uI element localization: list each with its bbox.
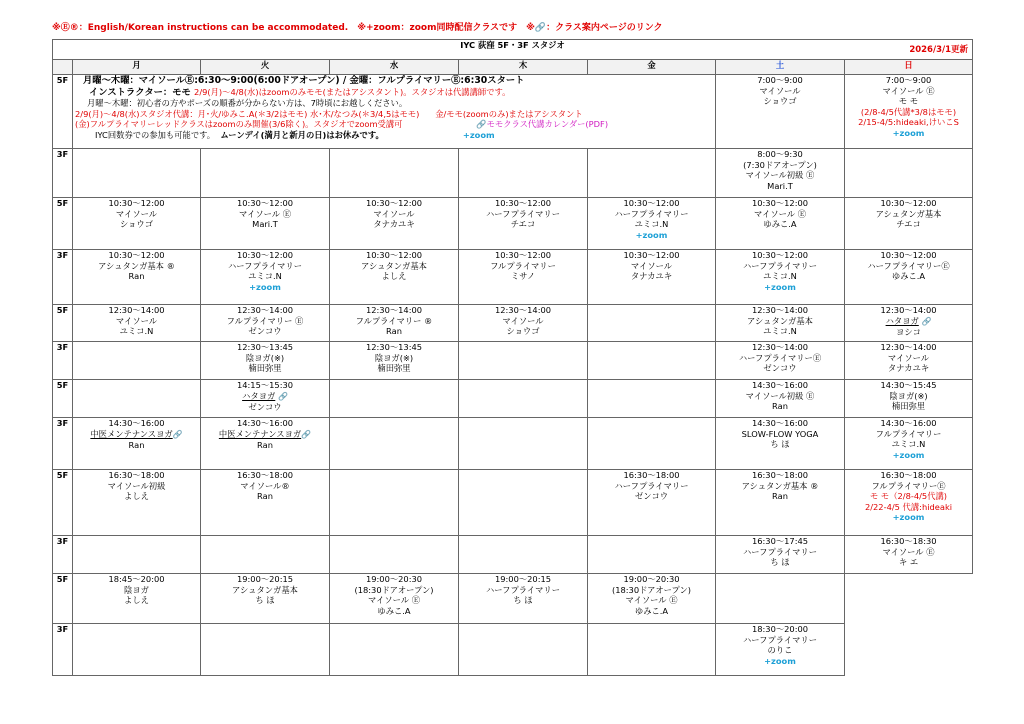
class-name: ハーフプライマリーⒺ: [738, 352, 822, 363]
class-cell: [716, 305, 845, 342]
zoom-tag: +zoom: [892, 449, 925, 460]
class-time: 18:30～20:00: [751, 624, 809, 634]
class-name: SLOW-FLOW YOGA: [741, 428, 819, 439]
class-cell: [73, 305, 201, 342]
class-time: 12:30～13:45: [365, 342, 423, 352]
class-name: アシュタンガ基本: [361, 260, 427, 271]
class-teacher: Ran: [772, 491, 788, 502]
empty-cell: [845, 574, 973, 624]
day-fri: 金: [588, 60, 716, 75]
empty-cell: [330, 470, 459, 536]
floor-label: 3F: [53, 418, 73, 470]
class-teacher: Mari.T: [252, 219, 278, 230]
class-cell: [73, 198, 201, 250]
class-name: マイソール®: [240, 480, 290, 491]
day-wed: 水: [330, 60, 459, 75]
class-cell: [201, 250, 330, 305]
class-teacher: チエコ: [896, 219, 921, 230]
class-time: 18:45～20:00: [108, 574, 165, 584]
class-name: ハーフプライマリー: [227, 260, 302, 271]
class-name: マイソール初級 Ⓔ: [745, 390, 815, 401]
zoom-tag: +zoom: [892, 512, 925, 523]
class-name: ハーフプライマリー: [742, 260, 817, 271]
empty-cell: [588, 536, 716, 574]
class-time: 12:30～14:00: [494, 305, 552, 315]
info-moonday-note: ムーンデイ(満月と新月の日)はお休みです。: [220, 129, 384, 140]
info-ticket-note: IYC回数券での参加も可能です。: [95, 129, 216, 140]
empty-cell: [73, 149, 201, 198]
class-cell: [716, 342, 845, 380]
class-time: 12:30～14:00: [108, 305, 165, 315]
class-teacher: ミサノ: [510, 271, 536, 282]
day-tue: 火: [201, 60, 330, 75]
class-teacher: よしえ: [381, 271, 407, 282]
row-1830-3f: [53, 624, 973, 676]
class-teacher: Ran: [772, 401, 788, 412]
class-name: マイソール: [759, 85, 801, 96]
class-cell: [330, 342, 459, 380]
info-instructor-label: インストラクター：モモ: [89, 86, 195, 98]
class-time: 14:15～15:30: [236, 380, 294, 390]
class-name: フルプライマリー ®: [355, 315, 433, 326]
class-time: 14:30～16:00: [236, 418, 294, 428]
class-name: マイソール初級: [107, 480, 166, 491]
class-teacher: ゆみこ.A: [634, 605, 669, 616]
floor-label: 5F: [53, 198, 73, 250]
class-cell: [588, 250, 716, 305]
class-time: 16:30～18:00: [108, 470, 165, 480]
empty-cell: [330, 149, 459, 198]
empty-cell: [330, 624, 459, 676]
zoom-tag: +zoom: [462, 129, 495, 140]
corner-cell: [53, 60, 73, 75]
row-1230-5f: [53, 305, 973, 342]
empty-cell: [459, 342, 588, 380]
class-note: 2/22-4/5 代講:hideaki: [864, 501, 953, 512]
class-teacher: 楠田弥里: [377, 363, 411, 374]
class-teacher: ユミコ.N: [248, 271, 282, 282]
zoom-tag: +zoom: [764, 281, 796, 292]
class-teacher: 楠田弥里: [248, 363, 282, 374]
class-teacher: Ran: [128, 440, 145, 451]
day-mon: 月: [73, 60, 201, 75]
class-time: 14:30～15:45: [880, 380, 937, 390]
class-cell-sat-0800: [716, 149, 845, 198]
class-teacher: ユミコ.N: [763, 271, 797, 282]
class-time: 10:30～12:00: [623, 198, 680, 208]
class-name: 陰ヨガ(※): [889, 390, 928, 401]
schedule-table: [52, 39, 973, 676]
class-name: アシュタンガ基本: [747, 315, 813, 326]
class-time: 10:30～12:00: [880, 198, 937, 208]
class-time: 12:30～14:00: [751, 305, 809, 315]
class-name: ハーフプライマリー: [485, 584, 560, 595]
floor-label: 5F: [53, 380, 73, 418]
link-icon: 🔗: [277, 391, 288, 401]
zoom-tag: +zoom: [764, 655, 796, 666]
class-cell: [73, 418, 201, 470]
class-time: 10:30～12:00: [365, 198, 423, 208]
empty-cell: [459, 418, 588, 470]
empty-cell: [73, 624, 201, 676]
class-time: 10:30～12:00: [236, 198, 294, 208]
class-link[interactable]: ハタヨガ: [885, 315, 919, 326]
class-time: 7:00～9:00: [757, 75, 803, 85]
row-1030-3f: [53, 250, 973, 305]
class-time: 12:30～14:00: [365, 305, 423, 315]
class-time: 12:30～14:00: [880, 305, 937, 315]
class-name: ハーフプライマリー: [742, 546, 817, 557]
class-time: 10:30～12:00: [494, 250, 552, 260]
day-thu: 木: [459, 60, 588, 75]
empty-cell: [588, 149, 716, 198]
zoom-tag: +zoom: [249, 281, 281, 292]
row-1630-5f: [53, 470, 973, 536]
class-cell: [73, 470, 201, 536]
class-name: マイソール初級 Ⓔ: [745, 170, 815, 181]
empty-cell: [459, 149, 588, 198]
floor-label: 3F: [53, 250, 73, 305]
floor-label: 3F: [53, 624, 73, 676]
class-cell: [845, 305, 973, 342]
class-time: 16:30～18:00: [236, 470, 294, 480]
class-time: 19:00～20:15: [236, 574, 294, 584]
class-name: マイソール: [887, 352, 930, 363]
class-name: ハーフプライマリー: [485, 208, 560, 219]
class-time: 10:30～12:00: [108, 198, 165, 208]
row-1430-3f: [53, 418, 973, 470]
class-name: フルプライマリー: [875, 428, 942, 439]
class-cell-sat-early: [716, 75, 845, 149]
door-open-note: (7:30ドアオープン): [743, 159, 817, 170]
class-cell: [459, 305, 588, 342]
class-teacher: ショウゴ: [506, 326, 540, 337]
row-0800-3f: [53, 149, 973, 198]
class-cell: [201, 574, 330, 624]
class-time: 10:30～12:00: [623, 250, 680, 260]
info-line1: 月曜～木曜：マイソールⒺ:6:30～9:00(6:00ドアオープン) / 金曜：フルプライマリーⒺ:6:30スタート: [83, 75, 525, 86]
class-teacher: ゼンコウ: [634, 491, 669, 502]
class-time: 10:30～12:00: [108, 250, 165, 260]
class-cell: [459, 250, 588, 305]
empty-cell: [588, 305, 716, 342]
row-early-5f: [53, 75, 973, 149]
top-note: ※Ⓔ®：English/Korean instructions can be accommodated. ※+zoom：zoom同時配信クラスです ※🔗：クラス案内ページのリンク: [52, 23, 663, 33]
class-cell-sun-early: [845, 75, 973, 149]
class-time: 12:30～14:00: [880, 342, 937, 352]
class-note: 2/15-4/5:hideaki,けいこS: [858, 117, 959, 128]
class-teacher: ゼンコウ: [763, 363, 797, 374]
class-name: マイソール: [115, 208, 158, 219]
empty-cell: [73, 342, 201, 380]
floor-label: 5F: [53, 75, 73, 149]
class-teacher: モ モ（2/8-4/5代講): [869, 491, 948, 502]
page-title: IYC 荻窪 5F・3F スタジオ: [460, 40, 565, 50]
class-time: 14:30～16:00: [880, 418, 937, 428]
info-instructor-note: 2/9(月)～4/8(水)はzoomのみモモ(またはアシスタント)。スタジオは代講講師です。: [194, 86, 511, 97]
empty-cell: [73, 536, 201, 574]
door-open-note: (18:30ドアオープン): [354, 584, 434, 595]
zoom-tag: +zoom: [892, 127, 925, 138]
class-name: マイソール Ⓔ: [367, 595, 421, 606]
empty-cell: [330, 380, 459, 418]
class-teacher: よしえ: [124, 491, 149, 502]
empty-cell: [201, 149, 330, 198]
class-teacher: Ran: [128, 271, 145, 282]
empty-cell: [73, 380, 201, 418]
zoom-tag: +zoom: [635, 229, 668, 240]
class-time: 16:30～18:00: [751, 470, 809, 480]
morning-info-block: [73, 75, 716, 149]
class-teacher: ユミコ.N: [634, 219, 669, 230]
class-cell: [330, 198, 459, 250]
class-cell: [201, 470, 330, 536]
class-teacher: 楠田弥里: [891, 401, 926, 412]
class-cell: [716, 250, 845, 305]
class-cell: [845, 198, 973, 250]
class-teacher: よしえ: [124, 595, 149, 606]
updated-date: 2026/3/1更新: [909, 45, 969, 55]
row-1230-3f: [53, 342, 973, 380]
class-teacher: ち ほ: [770, 439, 790, 450]
class-cell: [588, 470, 716, 536]
class-time: 19:00～20:30: [365, 574, 423, 584]
class-time: 16:30～18:00: [880, 470, 937, 480]
class-name: マイソール: [630, 260, 673, 271]
class-time: 19:00～20:30: [623, 574, 680, 584]
class-name: フルプライマリーⒺ: [871, 480, 946, 491]
class-time: 10:30～12:00: [751, 198, 809, 208]
info-sub-schedule: 2/9(月)～4/8(水)スタジオ代講：月･火/ゆみこ.A(＊3/2はモモ) 水･木/なつみ(＊3/4,5はモモ): [75, 108, 420, 119]
empty-cell: [588, 418, 716, 470]
class-name: フルプライマリー: [490, 260, 556, 271]
link-icon: 🔗: [172, 429, 183, 439]
class-cell: [73, 574, 201, 624]
class-cell: [845, 342, 973, 380]
class-cell: [716, 624, 845, 676]
class-time: 10:30～12:00: [365, 250, 423, 260]
class-name: アシュタンガ基本: [875, 208, 942, 219]
day-header-row: [53, 60, 973, 75]
class-name: マイソール: [502, 315, 544, 326]
empty-cell: [459, 380, 588, 418]
class-name: ハーフプライマリー: [742, 634, 817, 645]
class-cell: [588, 574, 716, 624]
class-teacher: ゼンコウ: [248, 326, 282, 337]
class-note: (2/8-4/5代講*3/8はモモ): [860, 106, 957, 117]
class-name: ハーフプライマリー: [614, 208, 689, 219]
class-teacher: ヨシコ: [896, 327, 921, 338]
class-time: 16:30～18:00: [623, 470, 680, 480]
class-teacher: ゆみこ.A: [377, 605, 411, 616]
empty-cell: [716, 574, 845, 624]
class-time: 12:30～14:00: [751, 342, 809, 352]
class-name: アシュタンガ基本 ®: [741, 480, 819, 491]
class-teacher: チエコ: [510, 219, 536, 230]
class-name: マイソール Ⓔ: [882, 85, 935, 96]
class-cell: [201, 342, 330, 380]
class-link[interactable]: 中医メンテナンスヨガ: [218, 428, 302, 439]
row-1630-3f: [53, 536, 973, 574]
class-cell: [459, 574, 588, 624]
class-time: 14:30～16:00: [751, 418, 809, 428]
class-name: フルプライマリー Ⓔ: [226, 315, 304, 326]
class-cell: [330, 574, 459, 624]
class-name: 陰ヨガ: [124, 584, 149, 595]
class-cell: [716, 380, 845, 418]
info-friday-sub: 金/モモ(zoomのみ)またはアシスタント: [435, 108, 583, 119]
empty-cell: [459, 470, 588, 536]
class-cell: [201, 305, 330, 342]
link-icon: 🔗: [301, 429, 312, 439]
class-name: 陰ヨガ(※): [374, 352, 414, 363]
door-open-note: (18:30ドアオープン): [611, 584, 692, 595]
class-name: マイソール Ⓔ: [753, 208, 807, 219]
momo-sub-calendar-link[interactable]: 🔗モモクラス代講カレンダー(PDF): [476, 119, 609, 130]
floor-label: 5F: [53, 305, 73, 342]
class-teacher: キ エ: [898, 557, 919, 568]
row-1845-5f: [53, 574, 973, 624]
class-time: 16:30～18:30: [880, 536, 937, 546]
class-teacher: ゆみこ.A: [763, 219, 797, 230]
class-teacher: ユミコ.N: [763, 326, 797, 337]
empty-cell: [459, 536, 588, 574]
class-cell: [845, 536, 973, 574]
class-cell: [716, 198, 845, 250]
empty-cell: [201, 536, 330, 574]
class-name: ハーフプライマリー: [614, 480, 689, 491]
class-name: アシュタンガ基本: [232, 584, 298, 595]
day-sun: 日: [845, 60, 973, 75]
info-red-class-note: (金)フルプライマリーレッドクラスはzoomのみ開催(3/6除く)。スタジオでzoom受講可: [75, 119, 403, 130]
title-row: [53, 40, 973, 60]
row-1030-5f: [53, 198, 973, 250]
class-name: マイソール Ⓔ: [882, 546, 935, 557]
empty-cell: [459, 624, 588, 676]
class-name: マイソール: [373, 208, 415, 219]
class-teacher: ユミコ.N: [891, 439, 926, 450]
class-teacher: タナカユキ: [373, 219, 415, 230]
day-sat: 土: [716, 60, 845, 75]
class-time: 14:30～16:00: [751, 380, 809, 390]
class-time: 16:30～17:45: [751, 536, 809, 546]
empty-cell: [588, 342, 716, 380]
floor-label: 3F: [53, 342, 73, 380]
class-time: 14:30～16:00: [108, 418, 165, 428]
class-name: アシュタンガ基本 ®: [98, 260, 175, 271]
class-cell: [330, 305, 459, 342]
floor-label: 5F: [53, 470, 73, 536]
class-time: 19:00～20:15: [494, 574, 552, 584]
class-name: ハーフプライマリーⒺ: [867, 260, 950, 271]
class-name: 陰ヨガ(※): [245, 352, 285, 363]
class-link[interactable]: 中医メンテナンスヨガ: [90, 428, 173, 439]
class-teacher: ち ほ: [255, 595, 275, 606]
class-name: マイソール Ⓔ: [238, 208, 292, 219]
class-teacher: ショウゴ: [763, 96, 797, 107]
class-time: 12:30～14:00: [236, 305, 294, 315]
link-icon: 🔗: [921, 316, 932, 326]
class-name: マイソール: [115, 315, 158, 326]
class-teacher: Ran: [257, 491, 273, 502]
class-teacher: Ran: [257, 440, 273, 451]
empty-cell: [845, 624, 973, 676]
class-cell: [73, 250, 201, 305]
floor-label: 3F: [53, 536, 73, 574]
info-line3: 月曜～木曜：初心者の方やポーズの順番が分からない方は、7時頃にお越しください。: [87, 98, 408, 109]
class-teacher: ユミコ.N: [119, 326, 154, 337]
class-cell: [845, 380, 973, 418]
empty-cell: [588, 380, 716, 418]
class-cell: [459, 198, 588, 250]
class-teacher: モ モ: [898, 96, 919, 107]
class-time: 10:30～12:00: [236, 250, 294, 260]
class-teacher: タナカユキ: [630, 271, 673, 282]
class-cell: [201, 380, 330, 418]
class-cell: [845, 418, 973, 470]
empty-cell: [845, 149, 973, 198]
class-cell: [845, 470, 973, 536]
floor-label: 3F: [53, 149, 73, 198]
class-teacher: Ran: [386, 326, 402, 337]
class-teacher: タナカユキ: [887, 363, 930, 374]
empty-cell: [201, 624, 330, 676]
class-cell: [716, 536, 845, 574]
class-teacher: ち ほ: [770, 557, 790, 568]
class-link[interactable]: ハタヨガ: [242, 390, 276, 401]
class-time: 10:30～12:00: [494, 198, 552, 208]
class-cell: [201, 198, 330, 250]
class-teacher: Mari.T: [767, 180, 793, 191]
class-time: 10:30～12:00: [751, 250, 809, 260]
class-teacher: ち ほ: [513, 595, 533, 606]
class-cell: [588, 198, 716, 250]
class-time: 12:30～13:45: [236, 342, 294, 352]
class-cell: [716, 418, 845, 470]
class-cell: [201, 418, 330, 470]
class-cell: [330, 250, 459, 305]
class-cell: [845, 250, 973, 305]
class-teacher: ゆみこ.A: [891, 271, 926, 282]
class-teacher: のりこ: [767, 645, 793, 656]
empty-cell: [588, 624, 716, 676]
class-teacher: ショウゴ: [119, 219, 154, 230]
empty-cell: [330, 418, 459, 470]
class-time: 8:00～9:30: [757, 149, 803, 159]
class-cell: [716, 470, 845, 536]
floor-label: 5F: [53, 574, 73, 624]
row-1415-5f: [53, 380, 973, 418]
class-time: 7:00～9:00: [885, 75, 932, 85]
empty-cell: [330, 536, 459, 574]
class-time: 10:30～12:00: [880, 250, 937, 260]
class-teacher: ゼンコウ: [248, 402, 282, 413]
class-name: マイソール Ⓔ: [625, 595, 678, 606]
